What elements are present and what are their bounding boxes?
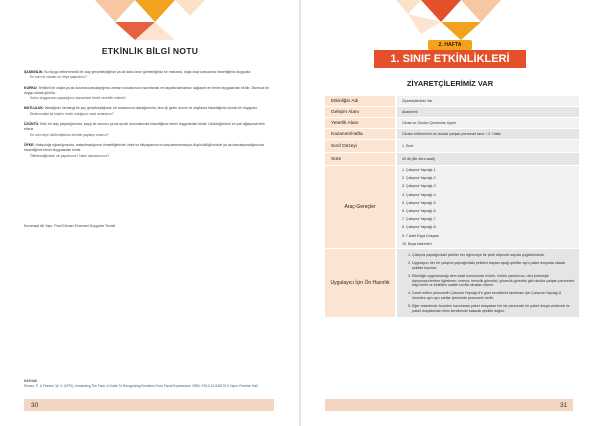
materials-list xyxy=(397,166,579,248)
list-item: 5. Eğer resimlerde önceden hazırlanan paket dosyadan her bir personele bir paket dosya verilecek ve paket dosyalardan birisi kendisinde kalacak şekilde dağıtır. xyxy=(412,304,575,314)
row-label: Sınıf Düzeyi xyxy=(325,140,395,152)
row-label: Yeterlik Alanı xyxy=(325,118,395,128)
note-paragraph: ŞAŞKINLIK: Bu duygu beklenmedik bir olay gerçekleştiğinde ya da daha önce görmediğimiz bir manzara, doğa olayı karşısında hissettiğimiz duygudur. En son ne zaman ve neye şaşırdınız? xyxy=(24,70,252,80)
table-row xyxy=(325,96,579,106)
table-row xyxy=(325,153,579,165)
activities-banner: 1. SINIF ETKİNLİKLERİ xyxy=(374,50,526,68)
list-item: 5. Çalışma Yaprağı-5 xyxy=(402,200,436,205)
theory-reference: Kuramsal Alt Yapı: Paul Ekman Evrensel Duygular Teorisi xyxy=(24,224,116,228)
row-label: Etkinliğin Adı xyxy=(325,96,395,106)
note-paragraph: ÖFKE: Haksızlığa uğradığımızda, anlaşılmadığımızı hissettiğimizde, istek ve ihtiyaçlarımızın karşılanmamasıyla düşünüldüğümüzde ya da karşılaşmadığımızda hissettiğimiz temel duygulardan biridir. Öfkelendiğinizde ne yaparsınız? Nasıl davranırsınız? xyxy=(24,142,264,158)
row-label: Gelişim Alanı xyxy=(325,107,395,117)
list-item: 7. Çalışma Yaprağı-7 xyxy=(402,217,436,222)
list-item: 3. Etkinliğin uygulanacağı ders saati konusunda müdür, müdür yardımcısı, okul psikolojik danışmanı/rehber öğretmen, memur, temizlik görevlisi, güvenlik görevlisi gibi okulda çalışan personele bilgi verilir ve belirtilen saatte sınıfta olmaları istenir. xyxy=(412,274,575,288)
preparation-steps xyxy=(397,249,579,317)
list-item: 2. Uygulayıcı her bir çalışma yaprağındaki şekilleri baştan aşağı şekiller aynı paket dosyada olacak şekilde hazırlar. xyxy=(412,261,575,271)
week-badge: 2. HAFTA xyxy=(428,40,472,50)
emotion-notes xyxy=(24,70,274,164)
list-item: 2. Çalışma Yaprağı-2 xyxy=(402,176,436,181)
list-item: 4. Davet edilen personelin Çalışma Yaprağı-8'e göre kendilerini tanıtması için Çalışma Yaprağı-8 önceden ayrı ayrı zarflar içerisinde personele verilir. xyxy=(412,291,575,301)
list-item: 6. Çalışma Yaprağı-6 xyxy=(402,209,436,214)
row-value: Ziyaretçilerimiz Var xyxy=(397,96,579,106)
row-label: Süre xyxy=(325,153,395,165)
table-row xyxy=(325,129,579,139)
list-item: 8. Çalışma Yaprağı-8 xyxy=(402,225,436,230)
footer-bar xyxy=(325,399,573,411)
source-citation: KAYNAK Ekman, P., & Friesen, W. V. (1975). Unmasking The Face: A Guide To Recognizing Emotions From Facial Expressions. ISBN: 978-0-13-938175-9 Yayın: Prentice Hall xyxy=(24,379,258,388)
row-value: 40 dk (Bir ders saati) xyxy=(397,153,579,165)
list-item: 1. Çalışma Yaprağı-1 xyxy=(402,168,436,172)
row-value: Akademik xyxy=(397,107,579,117)
table-row xyxy=(325,107,579,117)
row-value: Okulun bölümlerini ve okulda çalışan personeli tanır. / 2. Hafta xyxy=(397,129,579,139)
footer-bar xyxy=(24,399,274,411)
list-item: 3. Çalışma Yaprağı-3 xyxy=(402,184,436,189)
note-paragraph: ÜZÜNTÜ: Kötü bir olay yaşadığımızda, kayıp bir durumu ya da ayrılık durumlarında hissettiğimiz temel duygulardan biridir. Üzüldüğümüzü en çok ağlayarak belli ederiz. En son neye üzülmüştünüz bizimle paylaşır mısınız? xyxy=(24,122,265,137)
right-header-decoration xyxy=(301,0,600,40)
list-item: 4. Çalışma Yaprağı-4 xyxy=(402,192,436,197)
table-row xyxy=(325,118,579,128)
page-title: ETKİNLİK BİLGİ NOTU xyxy=(101,46,199,56)
row-value: 1. Sınıf xyxy=(397,140,579,152)
page-number: 31 xyxy=(560,402,568,409)
left-page xyxy=(0,0,299,426)
note-paragraph: MUTLULUK: İstediğimiz herhangi bir şey gerçekleştiğinde, bir amacımıza ulaştığımızda, bize iyi gelen durum ve olaylarda hissettiğimiz olumlu bir duygudur. Etrafınızdaki bir kişinin mutlu olduğunu nasıl anlarsınız? xyxy=(24,106,258,116)
right-page xyxy=(301,0,600,426)
row-value: Okula ve Okulun Çevresine Uyum xyxy=(397,118,579,128)
left-header-decoration xyxy=(0,0,299,40)
list-item: 9. 7 Adet Eşya Dosyası xyxy=(402,233,440,238)
row-label: Uygulayıcı İçin Ön Hazırlık xyxy=(325,249,395,317)
list-item: 1. Çalışma yaprağındaki şekiller her öğrenciye bir şekil düşecek sayıda çoğaltılmalıdır. xyxy=(412,253,575,258)
page-number: 30 xyxy=(31,402,39,409)
activity-info-table xyxy=(325,95,579,318)
note-paragraph: KORKU: Tehlikeli bir olayla ya da durumla karşılaştığımız zaman vücudumuzu hazırlamak ve hayatta kalmamızı sağlayan en temel duygulardan biridir. Olumsuz bir duygu olarak görülür. Korku duygusunu yaşadığınız durumlara örnek verebilir misiniz? xyxy=(24,85,270,101)
list-item: 10. Boya kalemleri xyxy=(402,241,432,246)
table-row xyxy=(325,166,579,248)
table-row xyxy=(325,249,579,317)
row-label: Kazanım/Hafta xyxy=(325,129,395,139)
activity-title: ZİYARETÇİLERİMİZ VAR xyxy=(406,79,494,88)
row-label: Araç-Gereçler xyxy=(325,166,395,248)
table-row xyxy=(325,140,579,152)
